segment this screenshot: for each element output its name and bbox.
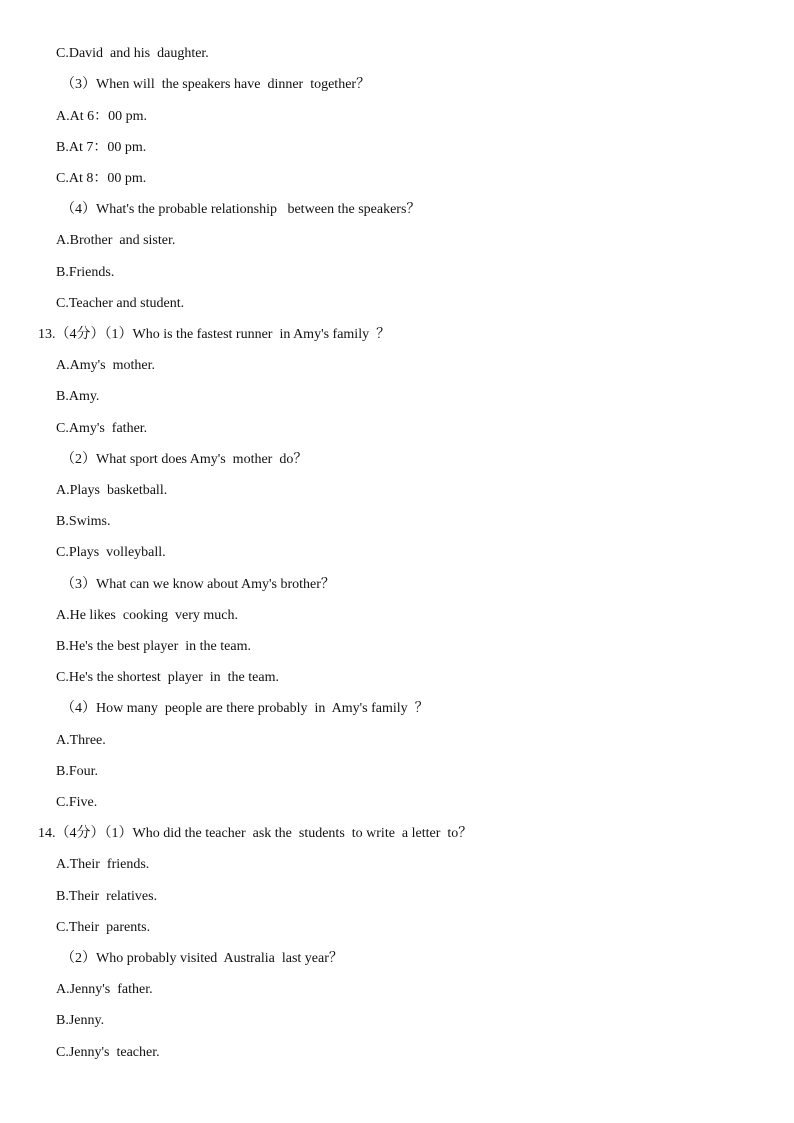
q13-2-option-b: B.Swims. xyxy=(56,514,111,529)
q14-header: 14.（4分）（1）Who did the teacher ask the students to write a letter to？ xyxy=(38,826,473,841)
q12-3-prompt: （3）When will the speakers have dinner together？ xyxy=(61,77,371,92)
q13-2-option-c: C.Plays volleyball. xyxy=(56,545,166,560)
q12-3-option-c: C.At 8：00 pm. xyxy=(56,171,147,186)
q14-1-option-b: B.Their relatives. xyxy=(56,889,158,904)
q14-2-option-b: B.Jenny. xyxy=(56,1013,105,1028)
q12-4-prompt: （4）What's the probable relationship between the speakers？ xyxy=(61,202,421,217)
q12-3-option-a: A.At 6：00 pm. xyxy=(56,109,147,124)
q14-2-prompt: （2）Who probably visited Australia last year？ xyxy=(61,951,343,966)
q14-2-option-c: C.Jenny's teacher. xyxy=(56,1045,160,1060)
q13-2-prompt: （2）What sport does Amy's mother do？ xyxy=(61,452,308,467)
q13-2-option-a: A.Plays basketball. xyxy=(56,483,168,498)
q12-4-option-a: A.Brother and sister. xyxy=(56,233,176,248)
q12-4-option-c: C.Teacher and student. xyxy=(56,296,185,311)
q13-1-option-c: C.Amy's father. xyxy=(56,421,148,436)
q14-1-option-c: C.Their parents. xyxy=(56,920,151,935)
q13-1-option-b: B.Amy. xyxy=(56,389,100,404)
q14-1-option-a: A.Their friends. xyxy=(56,857,150,872)
q13-4-option-b: B.Four. xyxy=(56,764,99,779)
q12-3-option-b: B.At 7：00 pm. xyxy=(56,140,147,155)
q14-2-option-a: A.Jenny's father. xyxy=(56,982,153,997)
q13-3-option-c: C.He's the shortest player in the team. xyxy=(56,670,279,685)
q13-4-prompt: （4）How many people are there probably in Amy's family ？ xyxy=(61,701,429,716)
q12-4-option-b: B.Friends. xyxy=(56,265,115,280)
q12-1-option-c: C.David and his daughter. xyxy=(56,46,209,61)
q13-3-prompt: （3）What can we know about Amy's brother？ xyxy=(61,577,335,592)
q13-3-option-a: A.He likes cooking very much. xyxy=(56,608,238,623)
q13-header: 13.（4分）（1）Who is the fastest runner in Amy's family ？ xyxy=(38,327,391,342)
q13-4-option-c: C.Five. xyxy=(56,795,98,810)
q13-4-option-a: A.Three. xyxy=(56,733,106,748)
q13-3-option-b: B.He's the best player in the team. xyxy=(56,639,251,654)
q13-1-option-a: A.Amy's mother. xyxy=(56,358,155,373)
